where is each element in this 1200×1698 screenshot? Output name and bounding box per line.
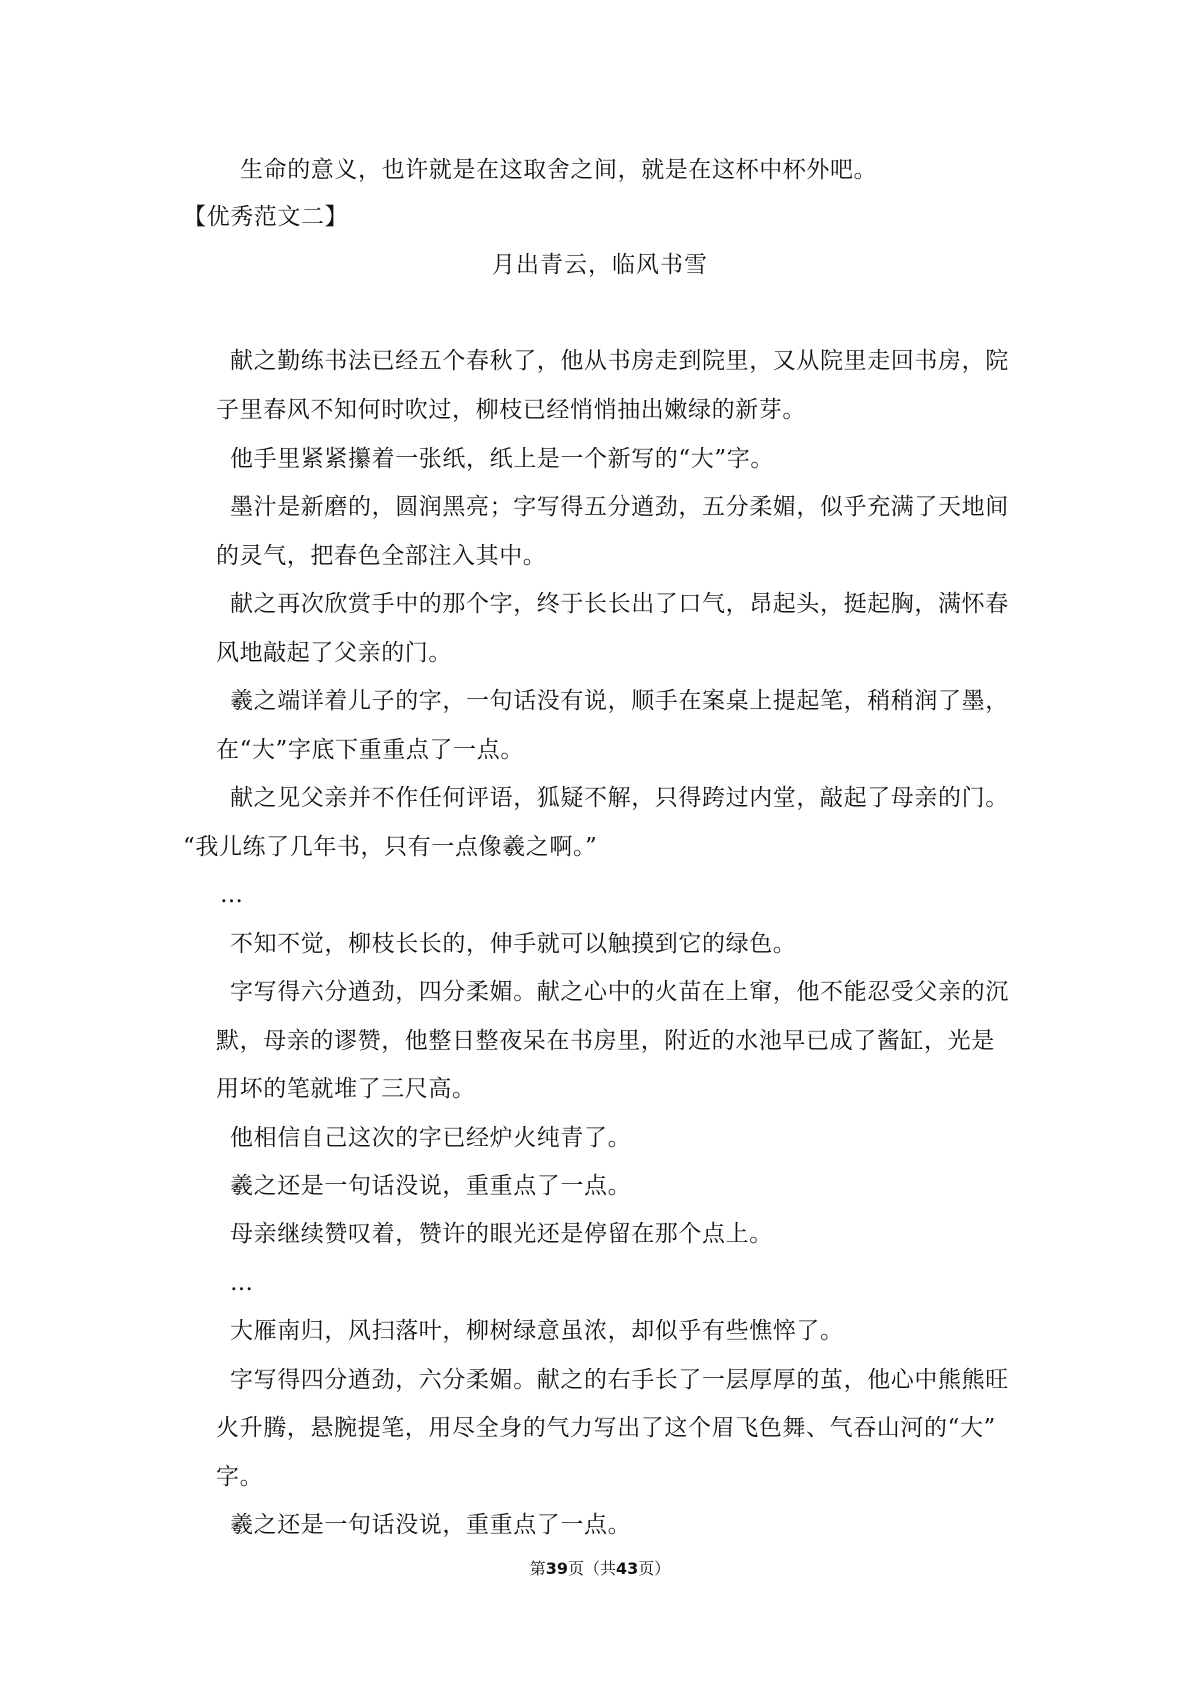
paragraph-line: 羲之还是一句话没说，重重点了一点。 [230,1512,632,1538]
paragraph-line: 风地敲起了父亲的门。 [216,640,452,666]
paragraph-line: 他相信自己这次的字已经炉火纯青了。 [230,1125,632,1151]
paragraph-line: 的灵气，把春色全部注入其中。 [216,543,547,569]
paragraph-line: 他手里紧紧攥着一张纸，纸上是一个新写的“大”字。 [230,446,774,472]
section-heading: 【优秀范文二】 [183,204,349,230]
footer-suffix: 页） [638,1559,671,1578]
footer-prefix: 第 [529,1559,546,1578]
paragraph-line: 献之再次欣赏手中的那个字，终于长长出了口气，昂起头，挺起胸，满怀春 [230,591,1009,617]
paragraph-line: 用坏的笔就堆了三尺高。 [216,1076,476,1102]
paragraph-line: “我儿练了几年书，只有一点像羲之啊。” [183,834,598,860]
paragraph-line: 大雁南归，风扫落叶，柳树绿意虽浓，却似乎有些憔悴了。 [230,1318,844,1344]
ellipsis-line: … [230,1270,254,1296]
paragraph-line: 字写得四分遒劲，六分柔媚。献之的右手长了一层厚厚的茧，他心中熊熊旺 [230,1367,1009,1393]
paragraph-line: 字。 [216,1464,264,1490]
paragraph-line: 字写得六分遒劲，四分柔媚。献之心中的火苗在上窜，他不能忍受父亲的沉 [230,979,1009,1005]
paragraph-line: 墨汁是新磨的，圆润黑亮；字写得五分遒劲，五分柔媚，似乎充满了天地间 [230,494,1009,520]
paragraph-line: 火升腾，悬腕提笔，用尽全身的气力写出了这个眉飞色舞、气吞山河的“大” [216,1415,996,1441]
paragraph-line: 子里春风不知何时吹过，柳枝已经悄悄抽出嫩绿的新芽。 [216,397,806,423]
paragraph-line: 母亲继续赞叹着，赞许的眼光还是停留在那个点上。 [230,1221,773,1247]
paragraph-line: 默，母亲的谬赞，他整日整夜呆在书房里，附近的水池早已成了酱缸，光是 [216,1028,995,1054]
paragraph-line: 羲之还是一句话没说，重重点了一点。 [230,1173,632,1199]
paragraph-line: 生命的意义，也许就是在这取舍之间，就是在这杯中杯外吧。 [240,157,878,183]
paragraph-line: 献之见父亲并不作任何评语，狐疑不解，只得跨过内堂，敲起了母亲的门。 [230,785,1009,811]
current-page-number: 39 [545,1559,568,1578]
total-page-number: 43 [616,1559,639,1578]
footer-mid: 页（共 [567,1559,616,1578]
essay-title: 月出青云，临风书雪 [492,252,708,278]
paragraph-line: 献之勤练书法已经五个春秋了，他从书房走到院里，又从院里走回书房，院 [230,348,1009,374]
paragraph-line: 在“大”字底下重重点了一点。 [216,737,524,763]
page-footer [0,1558,1200,1580]
paragraph-line: 羲之端详着儿子的字，一句话没有说，顺手在案桌上提起笔，稍稍润了墨， [230,688,1009,714]
ellipsis-line: … [220,882,244,908]
paragraph-line: 不知不觉，柳枝长长的，伸手就可以触摸到它的绿色。 [230,931,797,957]
